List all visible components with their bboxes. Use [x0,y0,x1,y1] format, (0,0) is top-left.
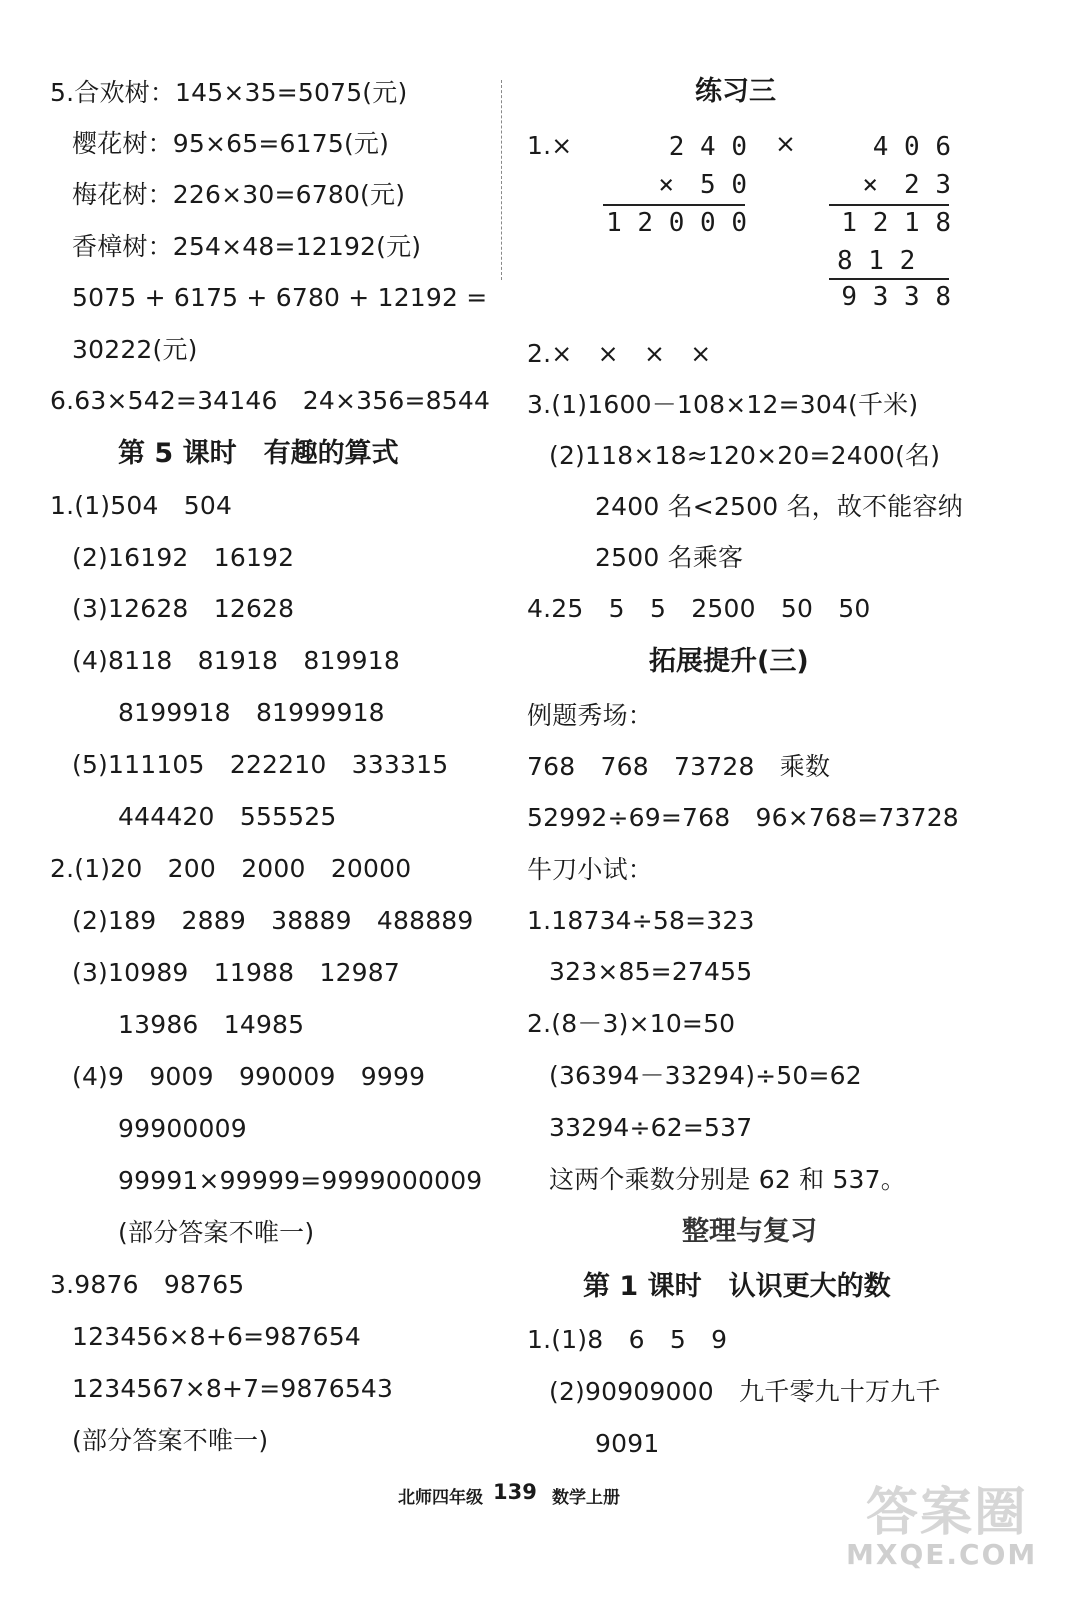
section-title: 整理与复习 [682,1216,817,1247]
section-title: 练习三 [695,76,776,107]
answer-line: 33294÷62=537 [549,1113,753,1142]
answer-line: (3)10989 11988 12987 [72,958,400,987]
answer-line: 香樟树：254×48=12192(元) [72,232,422,261]
answer-line: (5)111105 222210 333315 [72,750,449,779]
footer-subject: 数学上册 [552,1488,620,1508]
answer-line: 99991×99999=9999000009 [118,1166,483,1195]
answer-line: 4.25 5 5 2500 50 50 [527,594,871,623]
answer-line: 444420 555525 [118,802,337,831]
answer-line: 2400 名<2500 名，故不能容纳 [595,492,963,521]
vertical-multiplication-2 [829,132,951,317]
subsection-label: 牛刀小试： [527,855,654,884]
watermark-logo [846,1470,1036,1580]
answer-line: 1.(1)504 504 [50,491,233,520]
mult-row: 8 1 2 [837,246,916,276]
answer-line: (36394－33294)÷50=62 [549,1061,862,1090]
answer-note: (部分答案不唯一) [72,1426,269,1455]
column-divider [501,80,503,280]
mult-row: × 5 0 [658,170,747,200]
answer-line: (4)9 9009 990009 9999 [72,1062,426,1091]
answer-line: 3.(1)1600－108×12=304(千米) [527,390,919,419]
answer-line: 梅花树：226×30=6780(元) [72,180,406,209]
answer-line: 2.(1)20 200 2000 20000 [50,854,412,883]
wrong-mark: × [775,129,797,158]
answer-line: 1234567×8+7=9876543 [72,1374,394,1403]
vertical-multiplication-1 [597,132,747,242]
answer-line: 1.(1)8 6 5 9 [527,1325,728,1354]
mult-row: 1 2 1 8 [841,208,951,238]
answer-line: 樱花树：95×65=6175(元) [72,129,390,158]
answer-line: (2)16192 16192 [72,543,295,572]
question-label: 1.× [527,131,573,160]
footer-grade: 北师四年级 [398,1488,483,1508]
mult-rule [829,204,949,206]
answer-line: 3.9876 98765 [50,1270,245,1299]
mult-row: 9 3 3 8 [841,282,951,312]
watermark-text: 答案圈 [866,1483,1029,1543]
answer-line: 768 768 73728 乘数 [527,752,831,781]
answer-line: (2)90909000 九千零九十万九千 [549,1377,941,1406]
answer-line: (2)118×18≈120×20=2400(名) [549,441,941,470]
mult-rule [603,204,745,206]
lesson-heading: 第 5 课时 有趣的算式 [118,438,399,469]
answer-line: 2.× × × × [527,339,712,368]
lesson-heading: 第 1 课时 认识更大的数 [583,1271,891,1302]
answer-line: 6.63×542=34146 24×356=8544 [50,386,491,415]
answer-line: 13986 14985 [118,1010,305,1039]
answer-line: 这两个乘数分别是 62 和 537。 [549,1165,906,1194]
answer-line: 323×85=27455 [549,957,753,986]
mult-row: × 2 3 [862,170,951,200]
mult-row: 2 4 0 [668,132,747,162]
answer-line: 123456×8+6=987654 [72,1322,361,1351]
answer-line: 8199918 81999918 [118,698,385,727]
answer-line: 2500 名乘客 [595,543,744,572]
mult-row: 4 0 6 [872,132,951,162]
mult-rule [829,278,949,280]
page-number: 139 [493,1480,537,1504]
answer-line: 30222(元) [72,335,198,364]
answer-note: (部分答案不唯一) [118,1218,315,1247]
answer-line: 99900009 [118,1114,247,1143]
answer-line: 52992÷69=768 96×768=73728 [527,803,959,832]
answer-line: 9091 [595,1429,660,1458]
answer-line: 2.(8－3)×10=50 [527,1009,736,1038]
answer-line: 1.18734÷58=323 [527,906,755,935]
section-title: 拓展提升(三) [649,646,809,677]
answer-line: 5075 + 6175 + 6780 + 12192 = [72,283,488,312]
answer-line: (4)8118 81918 819918 [72,646,400,675]
answer-line: (2)189 2889 38889 488889 [72,906,474,935]
answer-line: 5.合欢树：145×35=5075(元) [50,78,408,107]
mult-row: 1 2 0 0 0 [606,208,747,238]
watermark-url: MXQE.COM [846,1538,1038,1571]
answer-line: (3)12628 12628 [72,594,295,623]
subsection-label: 例题秀场： [527,701,654,730]
